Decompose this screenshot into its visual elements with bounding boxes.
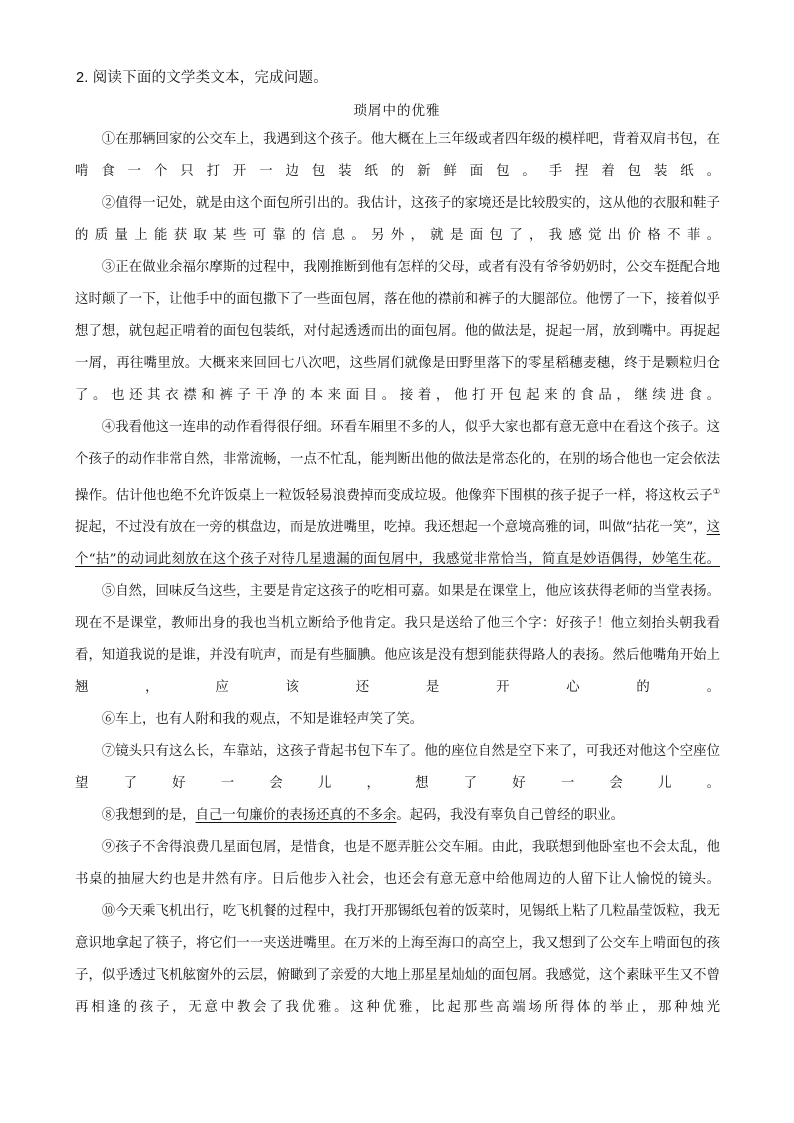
underlined-phrase: 自己一句廉价的表扬还真的不多余	[195, 808, 397, 824]
question-header: 2. 阅读下面的文学类文本，完成问题。	[76, 70, 328, 86]
paragraph-3: ③正在做业余福尔摩斯的过程中，我刚推断到他有怎样的父母，或者有没有爷爷奶奶时，公交车挺配合地这时颠了一下，让他手中的面包撒下了一些面包屑，落在他的襟前和裤子的大腿部位。他愣了一下，接着似乎想了想，就包起正啃着的面包包装纸，对付起透透而出的面包屑。他的做法是，捉起一屑，放到嘴中。再捉起一屑，再往嘴里放。大概来来回回七八次吧，这些屑们就像是田野里落下的零星稻穗麦穗，终于是颗粒归仓了。也还其衣襟和裤子干净的本来面目。接着，他打开包起来的食品，继续进食。	[75, 260, 720, 403]
underlined-sentence: 这个“拈”的动词此刻放在这个孩子对待几星遗漏的面包屑中，我感觉非常恰当，简直是妙语偶得，妙笔生花。	[75, 520, 720, 568]
paragraph-7: ⑦镜头只有这么长，车靠站，这孩子背起书包下车了。他的座位自然是空下来了，可我还对他这个空座位望了好一会儿，想了好一会儿。	[75, 744, 720, 792]
paragraph-8-text-a: ⑧我想到的是，	[101, 808, 196, 824]
paragraph-4	[75, 412, 720, 576]
paragraph-8	[75, 800, 720, 832]
paragraph-8-text-b: 。起码，我没有辜负自己曾经的职业。	[396, 808, 625, 824]
paragraph-1: ①在那辆回家的公交车上，我遇到这个孩子。他大概在上三年级或者四年级的模样吧，背着双肩书包，在啃食一个只打开一边包装纸的新鲜面包。手捏着包装纸。	[75, 132, 720, 179]
article-title: 琐屑中的优雅	[353, 103, 441, 119]
paragraph-2: ②值得一记处，就是由这个面包所引出的。我估计，这孩子的家境还是比较殷实的，这从他的衣服和鞋子的质量上能获取某些可靠的信息。另外，就是面包了，我感觉出价格不菲。	[75, 196, 720, 243]
paragraph-6: ⑥车上，也有人附和我的观点，不知是谁轻声笑了笑。	[101, 712, 424, 728]
article-body	[75, 124, 720, 1024]
paragraph-10: ⑩今天乘飞机出行，吃飞机餐的过程中，我打开那锡纸包着的饭菜时，见锡纸上粘了几粒晶莹饭粒，我无意识地拿起了筷子，将它们一一夹送进嘴里。在万米的上海至海口的高空上，我又想到了公交车上啃面包的孩子，似乎透过飞机舷窗外的云层，俯瞰到了亲爱的大地上那星星灿灿的面包屑。我感觉，这个素昧平生又不曾再相逢的孩子，无意中教会了我优雅。这种优雅，比起那些高端场所得体的举止，那种烛光	[75, 904, 720, 1016]
paragraph-4-text-a: ④我看他这一连串的动作看得很仔细。环看车厢里不多的人，似乎大家也都有意无意中在看这个孩子。这个孩子的动作非常自然，非常流畅，一点不忙乱，能判断出他的做法是常态化的，在别的场合他也一定会依法操作。估计他也绝不允许饭桌上一粒饭轻易浪费掉而变成垃圾。他像弈下围棋的孩子捉子一样，将这枚云子	[75, 420, 720, 504]
footnote-marker: ①	[712, 487, 720, 496]
paragraph-5: ⑤自然，回味反刍这些，主要是肯定这孩子的吃相可嘉。如果是在课堂上，他应该获得老师的当堂表扬。现在不是课堂，教师出身的我也当机立断给予他肯定。我只是送给了他三个字：好孩子！他立刻抬头朝我看看，知道我说的是谁，并没有吭声，而是有些腼腆。他应该是没有想到能获得路人的表扬。然后他嘴角开始上翘，应该还是开心的。	[75, 584, 720, 696]
paragraph-4-text-b: 捉起，不过没有放在一旁的棋盘边，而是放进嘴里，吃掉。我还想起一个意境高雅的词，叫做“拈花一笑”，	[75, 520, 707, 536]
paragraph-9: ⑨孩子不舍得浪费几星面包屑，是惜食，也是不愿弄脏公交车厢。由此，我联想到他卧室也不会太乱，他书桌的抽屉大约也是井然有序。日后他步入社会，也还会有意无意中给他周边的人留下让人愉悦的镜头。	[75, 840, 720, 888]
